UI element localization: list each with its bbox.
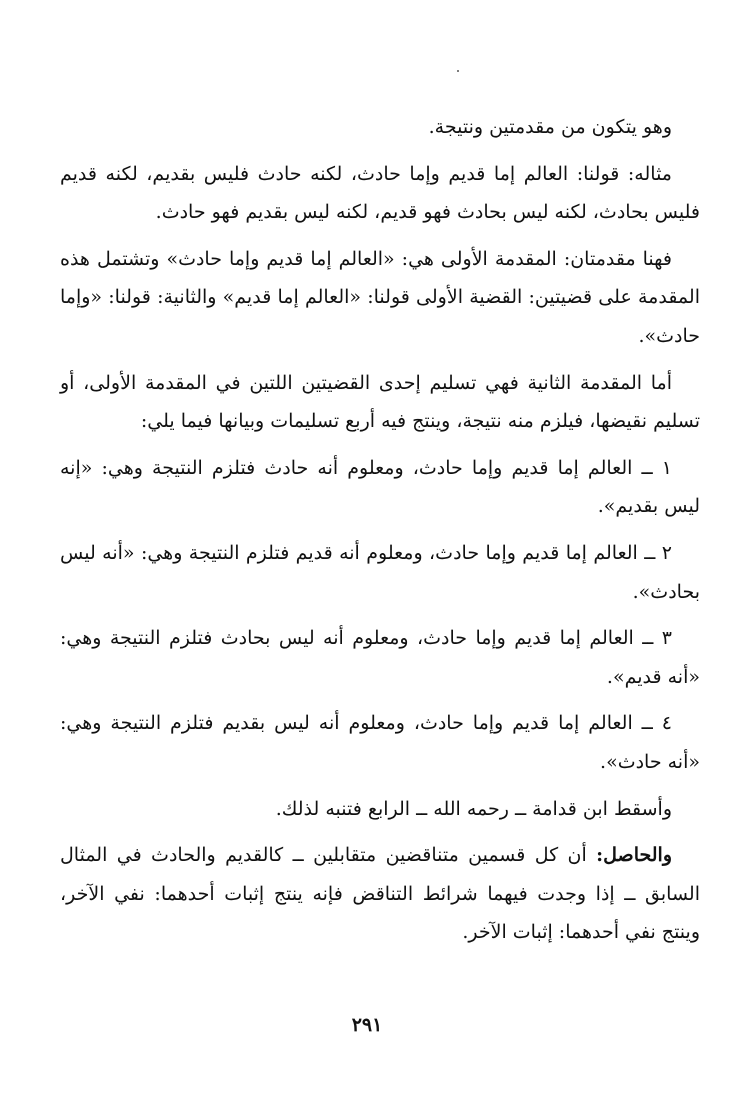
scan-speck <box>457 70 459 72</box>
paragraph-example: مثاله: قولنا: العالم إما قديم وإما حادث، لكنه حادث فليس بقديم، لكنه قديم فليس بحادث، لكنه ليس بحادث فهو قديم، لكنه ليس بقديم فهو حادث. <box>60 162 700 224</box>
paragraph-premises: فهنا مقدمتان: المقدمة الأولى هي: «العالم إما قديم وإما حادث» وتشتمل هذه المقدمة على قضيتين: القضية الأولى قولنا: «العالم إما قديم» والثانية: قولنا: «وإما حادث». <box>60 247 700 347</box>
body-text <box>60 108 700 952</box>
conclusion-text: أن كل قسمين متناقضين متقابلين ــ كالقديم والحادث في المثال السابق ــ إذا وجدت فيهما شرائط التناقض فإنه ينتج إثبات أحدهما: نفي الآخر، وينتج نفي أحدهما: إثبات الآخر. <box>60 844 700 944</box>
conclusion-label: والحاصل: <box>596 844 672 867</box>
paragraph-note: وأسقط ابن قدامة ــ رحمه الله ــ الرابع فتنبه لذلك. <box>275 797 672 820</box>
page-number: ٢٩١ <box>351 1014 383 1036</box>
paragraph-second-premise: أما المقدمة الثانية فهي تسليم إحدى القضيتين اللتين في المقدمة الأولى، أو تسليم نقيضها، فيلزم منه نتيجة، وينتج فيه أربع تسليمات وبيانها فيما يلي: <box>60 371 700 433</box>
paragraph-conclusion <box>60 836 700 952</box>
list-item-4: ٤ ــ العالم إما قديم وإما حادث، ومعلوم أنه ليس بقديم فتلزم النتيجة وهي: «أنه حادث». <box>60 712 700 773</box>
paragraph-intro: وهو يتكون من مقدمتين ونتيجة. <box>428 116 672 138</box>
list-item-2: ٢ ــ العالم إما قديم وإما حادث، ومعلوم أنه قديم فتلزم النتيجة وهي: «أنه ليس بحادث». <box>60 541 700 603</box>
list-item-3: ٣ ــ العالم إما قديم وإما حادث، ومعلوم أنه ليس بحادث فتلزم النتيجة وهي: «أنه قديم». <box>60 627 700 688</box>
list-item-1: ١ ــ العالم إما قديم وإما حادث، ومعلوم أنه حادث فتلزم النتيجة وهي: «إنه ليس بقديم». <box>60 456 700 518</box>
